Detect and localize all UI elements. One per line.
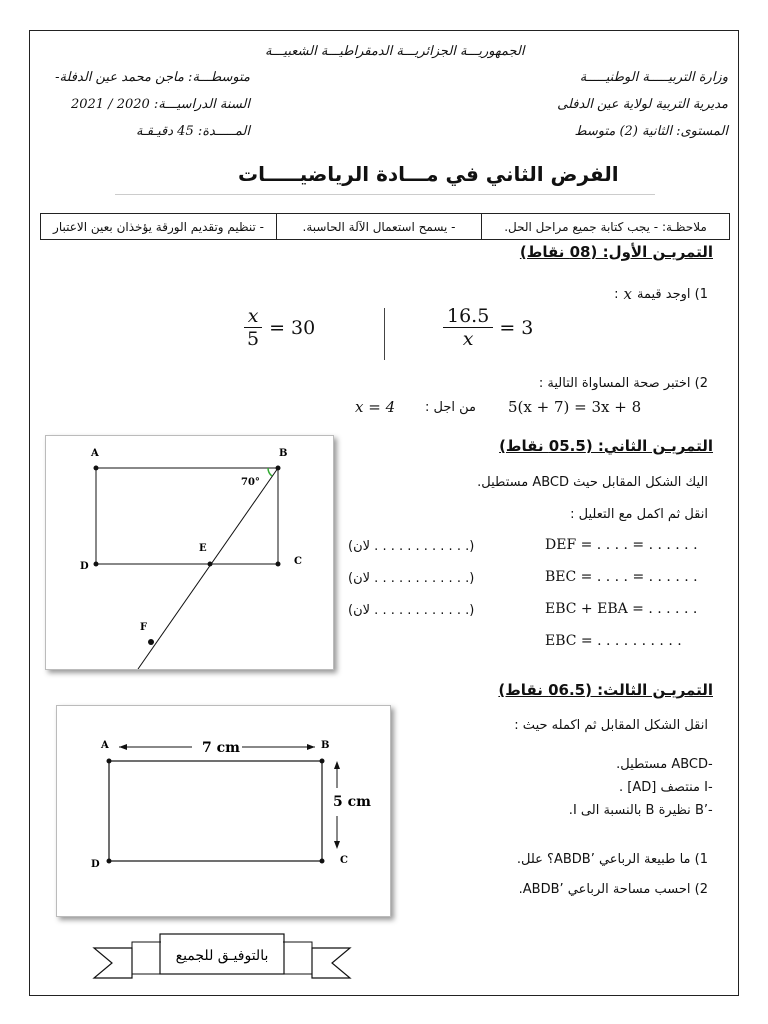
note-1: ملاحظـة: - يجب كتابة جميع مراحل الحل. xyxy=(481,214,729,239)
equation-left xyxy=(243,305,315,350)
footer-text: بالتوفيـق للجميع xyxy=(175,948,269,964)
bullet-3: - xyxy=(708,803,713,818)
republic-header: الجمهوريـــة الجزائريـــة الدمقراطيـــة الشعبيـــة xyxy=(265,44,525,59)
ex1-q2: 2) اختبر صحة المساواة التالية : xyxy=(538,376,708,391)
eq-right-rhs: = 3 xyxy=(499,316,534,339)
equation-separator xyxy=(384,308,385,360)
ex1-q2-for: من اجل : xyxy=(425,400,476,415)
school: متوسطـــة: ماجن محمد عين الدفلة- xyxy=(55,70,250,85)
ex1-q1 xyxy=(614,285,708,303)
point-a-3 xyxy=(107,759,112,764)
ex2-row-2: BEC = . . . . = . . . . . . xyxy=(545,569,698,585)
banner-right-tail xyxy=(312,948,350,978)
ex3-item-2: I منتصف [AD] . xyxy=(619,780,708,795)
rectangle-abcd-3 xyxy=(109,761,322,861)
label-b: B xyxy=(279,448,288,459)
ex1-q1-var: x xyxy=(623,285,632,303)
point-d-3 xyxy=(107,859,112,864)
ex2-row-3-reason: (لان . . . . . . . . . . . .) xyxy=(348,603,475,618)
eq-right-numerator: 16.5 xyxy=(443,305,493,328)
point-d xyxy=(94,562,99,567)
ex2-title: التمريـن الثاني: (05.5 نقاط) xyxy=(499,437,713,455)
width-arrowhead-left xyxy=(119,744,127,750)
point-c-3 xyxy=(320,859,325,864)
angle-arc xyxy=(268,468,272,476)
point-b xyxy=(276,466,281,471)
ex2-row-3: EBC + EBA = . . . . . . xyxy=(545,601,698,617)
width-arrowhead-right xyxy=(307,744,315,750)
ministry: وزارة التربيـــــة الوطنيـــــة xyxy=(579,70,728,85)
ex1-title: التمريـن الأول: (08 نقاط) xyxy=(519,243,713,261)
eq-right-denominator: x xyxy=(462,328,474,350)
height-arrowhead-top xyxy=(334,761,340,769)
label-a: A xyxy=(91,448,99,459)
label-d-3: D xyxy=(91,859,100,870)
height-arrowhead-bottom xyxy=(334,841,340,849)
ex3-figure-svg xyxy=(57,706,390,916)
bullet-2: - xyxy=(708,780,713,795)
ex3-q2: 2) احسب مساحة الرباعي ’ABDB. xyxy=(518,882,708,897)
ex3-item-3: ’B نظيرة B بالنسبة الى I. xyxy=(568,803,708,818)
ex2-row-4: EBC = . . . . . . . . . . xyxy=(545,633,682,649)
duration: المـــــدة: 45 دقيـقـة xyxy=(135,124,250,139)
page-title: الفرض الثاني في مـــادة الرياضيـــــات xyxy=(238,162,619,186)
point-a xyxy=(94,466,99,471)
eq-left-denominator: 5 xyxy=(247,328,260,350)
ex2-line1: اليك الشكل المقابل حيث ABCD مستطيل. xyxy=(477,475,708,490)
ex3-q1: 1) ما طبيعة الرباعي ’ABDB؟ علل. xyxy=(516,852,708,867)
angle-label: 70° xyxy=(241,477,260,488)
label-e: E xyxy=(199,543,207,554)
point-e xyxy=(208,562,213,567)
label-c-3: C xyxy=(340,855,348,866)
note-2: - يسمح استعمال الآلة الحاسبة. xyxy=(276,214,481,239)
label-f: F xyxy=(140,622,148,633)
eq-left-rhs: = 30 xyxy=(269,316,316,339)
ex3-intro: انقل الشكل المقابل ثم اكمله حيث : xyxy=(514,718,708,733)
directorate: مديرية التربية لولاية عين الدفلى xyxy=(557,97,728,112)
ex1-q2-equation: 5(x + 7) = 3x + 8 xyxy=(508,398,642,416)
width-label: 7 cm xyxy=(202,740,240,756)
label-b-3: B xyxy=(321,740,330,751)
title-divider xyxy=(115,194,655,195)
ex3-item-1: ABCD مستطيل. xyxy=(616,757,708,772)
ex3-figure xyxy=(56,705,391,917)
ex2-row-2-reason: (لان . . . . . . . . . . . .) xyxy=(348,571,475,586)
ex2-row-1-reason: (لان . . . . . . . . . . . .) xyxy=(348,539,475,554)
ex2-figure xyxy=(45,435,334,670)
point-c xyxy=(276,562,281,567)
label-d: D xyxy=(80,561,89,572)
ex1-q1-colon: : xyxy=(614,286,619,302)
point-f xyxy=(148,639,154,645)
eq-left-numerator: x xyxy=(244,305,263,328)
line-bf xyxy=(138,468,278,669)
ex3-title: التمريـن الثالث: (06.5 نقاط) xyxy=(498,681,713,699)
ex2-figure-svg xyxy=(46,436,333,669)
equation-right xyxy=(443,305,533,350)
point-b-3 xyxy=(320,759,325,764)
school-year: السنة الدراسيـــة: 2020 / 2021 xyxy=(70,97,250,112)
ex1-q2-value: x = 4 xyxy=(355,398,396,416)
notes-box xyxy=(40,213,730,240)
banner-left-tail xyxy=(94,948,132,978)
bullet-1: - xyxy=(708,757,713,772)
ex1-q1-text: 1) اوجد قيمة xyxy=(637,286,708,302)
footer-banner xyxy=(92,930,352,990)
label-a-3: A xyxy=(101,740,109,751)
note-3: - تنظيم وتقديم الورقة يؤخذان بعين الاعتبار xyxy=(53,219,264,234)
level: المستوى: الثانية (2) متوسط xyxy=(574,124,728,139)
label-c: C xyxy=(294,556,302,567)
ex2-line2: انقل ثم اكمل مع التعليل : xyxy=(570,507,708,522)
ex2-row-1: DEF = . . . . = . . . . . . xyxy=(545,537,698,553)
height-label: 5 cm xyxy=(333,794,371,810)
